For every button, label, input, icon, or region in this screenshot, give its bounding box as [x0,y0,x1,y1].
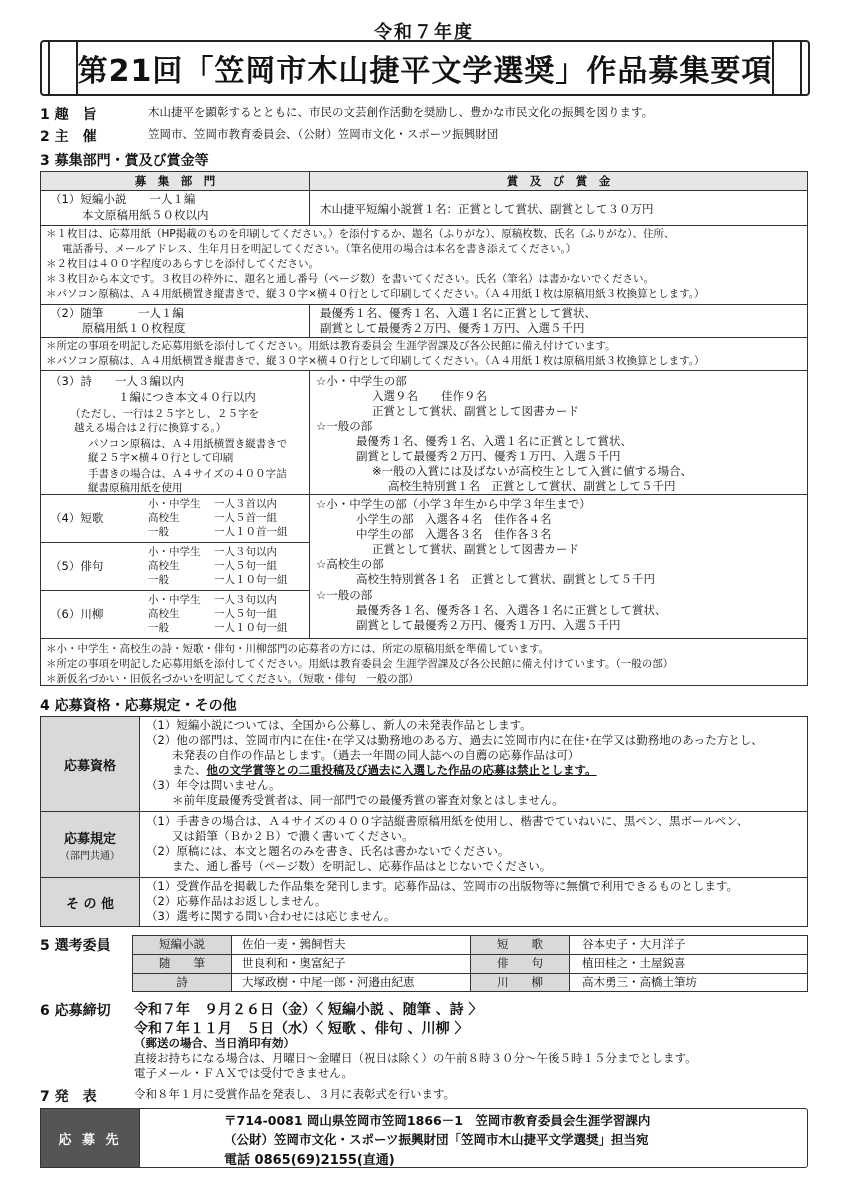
eligibility-line-3: 未発表の自作の作品とします。（過去一年間の同人誌への自薦の応募作品は可） [172,748,580,762]
section-announce-label: 7 発 表 [40,1089,97,1105]
senryu-r3-grade: 一般 [148,622,169,634]
haiku-r2-grade: 高校生 [148,560,180,572]
judges-r1-cat1: 短編小説 [159,937,205,951]
tanka-r3-limit: 一人１０首一組 [214,526,288,538]
other-line-3: （3）選考に関する問い合わせには応じません。 [146,909,396,923]
contact-phone: 電話 0865(69)2155(直通) [224,1153,395,1168]
deadline-no-email: 電子メール・ＦＡＸでは受付できません。 [134,1066,353,1080]
judges-r2-names1: 世良利和・奥富紀子 [242,956,346,970]
essay-note-1: ＊所定の事項を明記した応募用紙を添付してください。用紙は教育委員会 生涯学習課及び各公民館に備え付けています。 [46,340,616,352]
final-note-3: ＊新仮名づかい・旧仮名づかいを明記してください。（短歌・俳句 一般の部） [46,673,419,685]
eligibility-line-4: また、他の文学賞等との二重投稿及び過去に入選した作品の応募は禁止とします。 [172,763,597,777]
poem-right-2: 入選９名 佳作９名 [372,389,487,403]
novel-note-2: 電話番号、メールアドレス、生年月日を明記してください。（筆名使用の場合は本名を書き添えてください。） [62,243,577,255]
haiku-r3-limit: 一人１０句一組 [214,574,288,586]
section-organizer-text: 笠岡市、笠岡市教育委員会、（公財）笠岡市文化・スポーツ振興財団 [148,127,499,141]
short-right-4: 正賞として賞状、副賞として図書カード [372,542,579,556]
section-categories-heading: 3 募集部門・賞及び賞金等 [40,153,209,169]
essay-line-2: 原稿用紙１０枚程度 [82,321,186,335]
judges-r1-names1: 佐伯一麦・鶉飼哲夫 [242,937,346,951]
deadline-delivery: 直接お持ちになる場合は、月曜日～金曜日（祝日は除く）の午前８時３０分～午後５時１５分までとします。 [134,1051,697,1065]
year-heading: 令和７年度 [374,22,474,43]
novel-note-5: ＊パソコン原稿は、Ａ４用紙横置き縦書きで、縦３０字×横４０行として印刷してください。（Ａ４用紙１枚は原稿用紙３枚換算とします。） [46,288,705,300]
short-right-7: ☆一般の部 [316,588,373,602]
section-judges-heading: 5 選考委員 [40,938,111,954]
short-right-8: 最優秀各１名、優秀各１名、入選各１名に正賞として賞状、 [356,603,667,617]
deadline-line-2: 令和７年１１月 ５日（水）〈 短歌 、俳句 、川柳 〉 [134,1021,469,1037]
short-right-9: 副賞として最優秀２万円、優秀１万円、入選５千円 [356,618,621,632]
contact-label-cell [40,1108,140,1168]
eligibility-line-5: （3）年令は問いません。 [146,778,281,792]
judges-r3-names2: 高木勇三・高橋土筆坊 [582,975,697,989]
other-label: そ の 他 [65,896,115,912]
deadline-postmark: （郵送の場合、当日消印有効） [134,1036,295,1050]
final-note-1: ＊小・中学生・高校生の詩・短歌・俳句・川柳部門の応募者の方には、所定の原稿用紙を準備しています。 [46,643,550,655]
short-right-2: 小学生の部 入選各４名 佳作各４名 [356,512,552,526]
section-deadline-heading: 6 応募締切 [40,1003,111,1019]
col-header-category: 募 集 部 門 [40,171,310,191]
senryu-r1-grade: 小・中学生 [148,594,201,606]
section-purpose-label: 1 趣 旨 [40,107,97,123]
rules-line-1: （1）手書きの場合は、Ａ４サイズの４００字詰縦書原稿用紙を使用し、楷書でていねいに、黒ペン、黒ボールペン、 [146,814,749,828]
judges-divider-2 [132,973,808,974]
essay-line-1: （2）随筆 一人１編 [50,306,184,320]
tanka-r1-limit: 一人３首以内 [214,498,277,510]
haiku-r1-limit: 一人３句以内 [214,546,277,558]
poem-left-3: （ただし、一行は２５字とし、２５字を [70,408,259,420]
tanka-r3-grade: 一般 [148,526,169,538]
poem-right-1: ☆小・中学生の部 [316,374,407,388]
tanka-r2-grade: 高校生 [148,512,180,524]
section-organizer-label: 2 主 催 [40,129,97,145]
judges-r3-names1: 大塚政樹・中尾一郎・河邉由紀恵 [242,975,415,989]
novel-note-4: ＊３枚目から本文です。３枚目の枠外に、題名と通し番号（ページ数）を書いてください。氏名（筆名）は書かないでください。 [46,273,654,285]
essay-note-2: ＊パソコン原稿は、Ａ４用紙横置き縦書きで、縦３０字×横４０行として印刷してください。（Ａ４用紙１枚は原稿用紙３枚換算とします。） [46,355,705,367]
contact-address: 〒714-0081 岡山県笠岡市笠岡1866－1 笠岡市教育委員会生涯学習課内 [224,1113,651,1128]
senryu-r3-limit: 一人１０句一組 [214,622,288,634]
title-left-ornament [48,42,78,94]
eligibility-line-2: （2）他の部門は、笠岡市内に在住･在学又は勤務地のある方、過去に笠岡市内に在住･在学又は勤務地のあった方とし、 [146,733,763,747]
novel-prize-text: 木山捷平短編小説賞１名：正賞として賞状、副賞として３０万円 [320,202,654,216]
section-eligibility-heading: 4 応募資格・応募規定・その他 [40,698,237,714]
judges-r2-cat2: 俳 句 [497,956,543,970]
section-purpose-text: 木山捷平を顕彰するとともに、市民の文芸創作活動を奨励し、豊かな市民文化の振興を図ります。 [148,105,654,119]
contact-label: 応 募 先 [58,1132,122,1148]
title-right-ornament [772,42,802,94]
short-right-3: 中学生の部 入選各３名 佳作各３名 [356,527,552,541]
essay-prize-1: 最優秀１名、優秀１名、入選１名に正賞として賞状、 [320,306,596,320]
novel-line-1: （1）短編小説 一人１編 [50,192,196,206]
haiku-r2-limit: 一人５句一組 [214,560,277,572]
tanka-r2-limit: 一人５首一組 [214,512,277,524]
poem-right-3: 正賞として賞状、副賞として図書カード [372,404,579,418]
poem-left-6: 縦２５字×横４０行として印刷 [88,452,234,464]
essay-prize-2: 副賞として最優秀２万円、優秀１万円、入選５千円 [320,321,585,335]
novel-note-1: ＊１枚目は、応募用紙（HP掲載のものを印刷してください。）を添付するか、題名（ふりがな）、原稿枚数、氏名（ふりがな）、住所、 [46,228,675,240]
tanka-name: （4）短歌 [50,511,104,525]
judges-r2-cat1: 随 筆 [159,956,205,970]
poem-left-4: 越える場合は２行に換算する。） [74,422,227,434]
senryu-r2-limit: 一人５句一組 [214,608,277,620]
poem-left-8: 縦書原稿用紙を使用 [88,482,183,494]
rules-line-4: また、通し番号（ページ数）を明記し、応募作品はとじないでください。 [172,859,552,873]
poem-right-8: 高校生特別賞１名 正賞として賞状、副賞として５千円 [388,479,676,493]
judges-r1-names2: 谷本史子・大月洋子 [582,937,686,951]
rules-line-2: 又は鉛筆（Ｂか２Ｂ）で濃く書いてください。 [172,829,414,843]
judges-r3-cat1: 詩 [176,975,188,989]
short-right-1: ☆小・中学生の部（小学３年生から中学３年生まで） [316,497,591,511]
other-line-2: （2）応募作品はお返ししません。 [146,894,327,908]
poem-right-7: ※一般の入賞には及ばないが高校生として入賞に値する場合、 [372,464,693,478]
poem-right-5: 最優秀１名、優秀１名、入選１名に正賞として賞状、 [356,434,632,448]
section-announce-text: 令和８年１月に受賞作品を発表し、３月に表彰式を行います。 [134,1087,456,1101]
rules-sublabel: （部門共通） [60,850,120,862]
other-label-cell [40,877,140,927]
senryu-name: （6）川柳 [50,607,104,621]
rules-label: 応募規定 [63,831,116,847]
eligibility-label-cell [40,716,140,812]
poem-left-2: １編につき本文４０行以内 [118,390,256,404]
judges-divider-1 [132,954,808,955]
judges-r1-cat2: 短 歌 [497,937,543,951]
page-title: 第21回「笠岡市木山捷平文学選奨」作品募集要項 [77,54,773,89]
poem-left-1: （3）詩 一人３編以内 [50,374,184,388]
haiku-r1-grade: 小・中学生 [148,546,201,558]
eligibility-line-1: （1）短編小説については、全国から公募し、新人の未発表作品とします。 [146,718,532,732]
novel-note-3: ＊２枚目は４００字程度のあらすじを添付してください。 [46,258,319,270]
poem-right-4: ☆一般の部 [316,419,373,433]
contact-recipient: （公財）笠岡市文化・スポーツ振興財団「笠岡市木山捷平文学選奨」担当宛 [224,1132,649,1147]
other-line-1: （1）受賞作品を掲載した作品集を発刊します。応募作品は、笠岡市の出版物等に無償で利用できるものとします。 [146,879,738,893]
short-right-5: ☆高校生の部 [316,557,384,571]
tanka-r1-grade: 小・中学生 [148,498,201,510]
senryu-r1-limit: 一人３句以内 [214,594,277,606]
eligibility-line-6: ＊前年度最優秀受賞者は、同一部門での最優秀賞の審査対象とはしません。 [172,793,564,807]
rules-label-cell [40,811,140,878]
eligibility-label: 応募資格 [63,758,116,774]
deadline-line-1: 令和７年 ９月２６日（金）〈 短編小説 、随筆 、詩 〉 [134,1002,483,1018]
col-header-prize: 賞 及 び 賞 金 [309,171,808,191]
title-box [40,40,810,96]
final-note-2: ＊所定の事項を明記した応募用紙を添付してください。用紙は教育委員会 生涯学習課及び各公民館に備え付けています。（一般の部） [46,658,674,670]
judges-r2-names2: 植田桂之・土屋鋭喜 [582,956,686,970]
rules-line-3: （2）原稿には、本文と題名のみを書き、氏名は書かないでください。 [146,844,510,858]
senryu-r2-grade: 高校生 [148,608,180,620]
novel-line-2: 本文原稿用紙５０枚以内 [82,208,209,222]
poem-right-6: 副賞として最優秀２万円、優秀１万円、入選５千円 [356,449,621,463]
poem-left-7: 手書きの場合は、Ａ４サイズの４００字詰 [88,468,287,480]
judges-r3-cat2: 川 柳 [497,975,543,989]
poem-left-5: パソコン原稿は、Ａ４用紙横置き縦書きで [88,438,288,450]
haiku-r3-grade: 一般 [148,574,169,586]
haiku-name: （5）俳句 [50,559,104,573]
eligibility-prohibition: 他の文学賞等との二重投稿及び過去に入選した作品の応募は禁止とします。 [206,763,597,777]
short-right-6: 高校生特別賞各１名 正賞として賞状、副賞として５千円 [356,572,655,586]
